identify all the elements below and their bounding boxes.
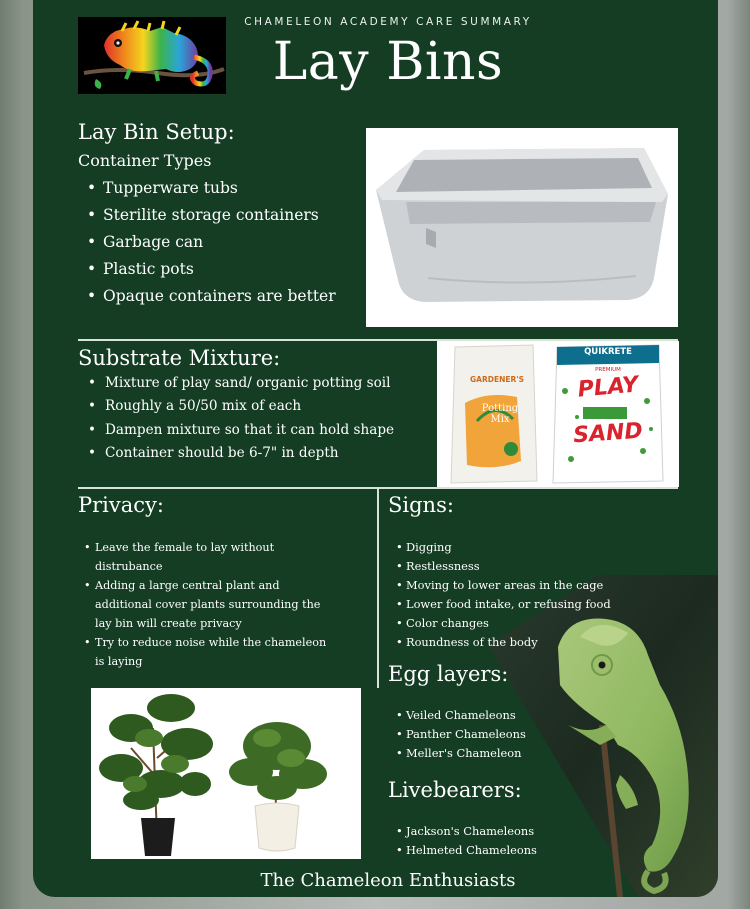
livebearers-heading: Livebearers:	[388, 778, 522, 802]
list-item: • Garbage can	[81, 230, 336, 257]
potted-plants-icon	[91, 688, 361, 859]
list-item: • Moving to lower areas in the cage	[388, 576, 611, 595]
list-item: • Opaque containers are better	[81, 284, 336, 311]
signs-heading: Signs:	[388, 493, 454, 517]
setup-heading: Lay Bin Setup:	[78, 120, 235, 144]
list-item: • Panther Chameleons	[388, 725, 526, 744]
substrate-list	[83, 372, 394, 465]
soil-bag-brand: GARDENER'S	[470, 375, 524, 384]
signs-list	[388, 538, 611, 652]
privacy-list	[81, 538, 331, 671]
list-item: • Veiled Chameleons	[388, 706, 526, 725]
list-item: • Lower food intake, or refusing food	[388, 595, 611, 614]
list-item: • Roughly a 50/50 mix of each	[83, 395, 394, 418]
list-item: • Digging	[388, 538, 611, 557]
list-item: • Meller's Chameleon	[388, 744, 526, 763]
list-item: • Roundness of the body	[388, 633, 611, 652]
sand-bag-word1: PLAY	[576, 372, 640, 403]
egg-layers-heading: Egg layers:	[388, 662, 509, 686]
list-item: • Leave the female to lay without distrubance	[81, 538, 331, 576]
soil-bag-line2: Mix	[490, 414, 510, 425]
list-item: • Dampen mixture so that it can hold shape	[83, 419, 394, 442]
list-item: • Jackson's Chameleons	[388, 822, 537, 841]
list-item: • Adding a large central plant and additional cover plants surrounding the lay bin will create privacy	[81, 576, 331, 633]
list-item: • Try to reduce noise while the chameleon is laying	[81, 633, 331, 671]
container-types-list	[81, 176, 336, 311]
sand-bag-word2: SAND	[572, 418, 644, 449]
soil-bag-label	[477, 403, 523, 425]
sand-bag-tag: PREMIUM	[595, 367, 621, 373]
egg-layers-list	[388, 706, 526, 763]
header-kicker: CHAMELEON ACADEMY CARE SUMMARY	[244, 16, 532, 28]
lay-bin-tub-icon	[366, 128, 678, 327]
list-item: • Container should be 6-7" in depth	[83, 442, 394, 465]
page-title: Lay Bins	[272, 32, 504, 92]
footer-credit: The Chameleon Enthusiasts	[260, 870, 516, 891]
setup-subheading: Container Types	[78, 151, 212, 170]
potting-mix-bag-icon	[437, 341, 679, 487]
substrate-heading: Substrate Mixture:	[78, 346, 281, 370]
bags-photo	[437, 341, 679, 487]
chameleon-logo-icon	[78, 17, 226, 94]
list-item: • Helmeted Chameleons	[388, 841, 537, 860]
list-item: • Sterilite storage containers	[81, 203, 336, 230]
list-item: • Mixture of play sand/ organic potting soil	[83, 372, 394, 395]
list-item: • Tupperware tubs	[81, 176, 336, 203]
care-summary-card	[33, 0, 718, 897]
list-item: • Plastic pots	[81, 257, 336, 284]
livebearers-list	[388, 822, 537, 860]
column-divider	[377, 487, 379, 688]
list-item: • Restlessness	[388, 557, 611, 576]
list-item: • Color changes	[388, 614, 611, 633]
privacy-heading: Privacy:	[78, 493, 164, 517]
soil-bag-line1: Potting	[481, 403, 519, 414]
sand-bag-brand: QUIKRETE	[584, 347, 632, 357]
